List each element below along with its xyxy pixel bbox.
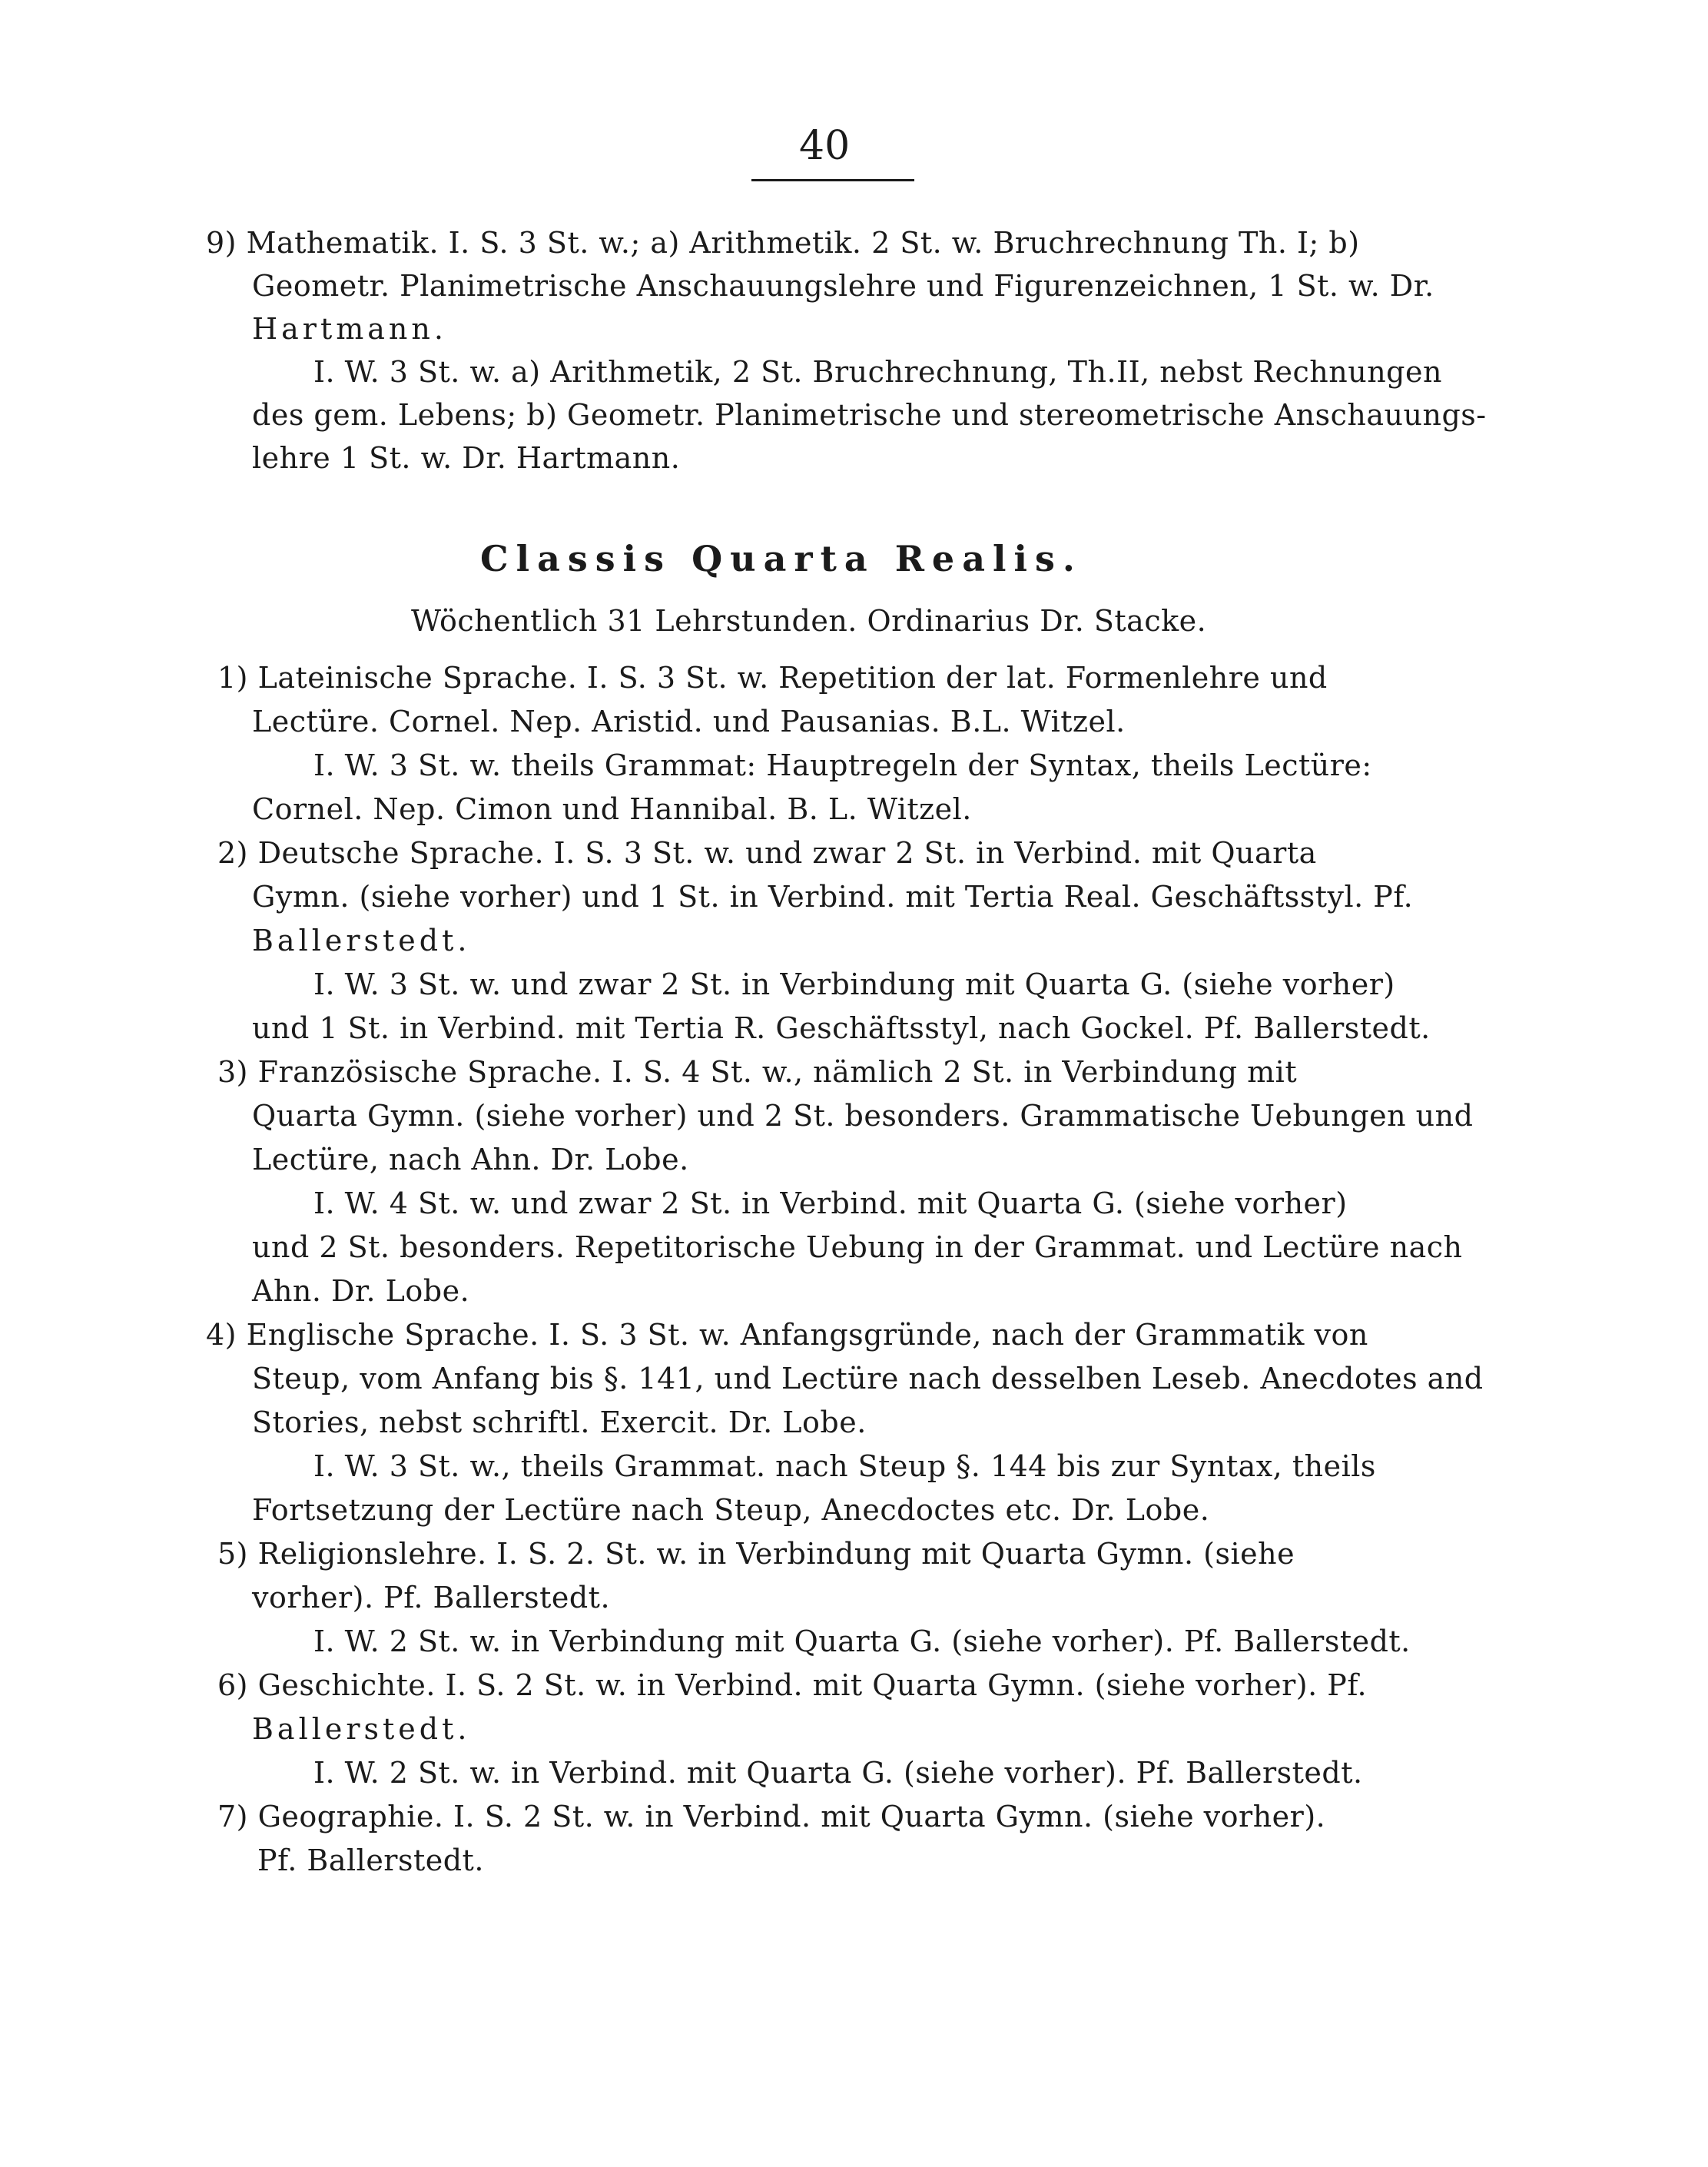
text-line: Steup, vom Anfang bis §. 141, und Lectüre nach desselben Leseb. Anecdotes and <box>252 1362 1484 1395</box>
text-line: I. W. 3 St. w. a) Arithmetik, 2 St. Bruchrechnung, Th.II, nebst Rechnungen <box>313 355 1442 389</box>
text-line: 9) Mathematik. I. S. 3 St. w.; a) Arithmetik. 2 St. w. Bruchrechnung Th. I; b) <box>206 226 1360 260</box>
text-line: I. W. 3 St. w., theils Grammat. nach Steup §. 144 bis zur Syntax, theils <box>313 1449 1376 1483</box>
text-line: und 1 St. in Verbind. mit Tertia R. Geschäftsstyl, nach Gockel. Pf. Ballerstedt. <box>252 1011 1431 1045</box>
text-line: Geometr. Planimetrische Anschauungslehre und Figurenzeichnen, 1 St. w. Dr. <box>252 269 1434 303</box>
text-line: 5) Religionslehre. I. S. 2. St. w. in Verbindung mit Quarta Gymn. (siehe <box>217 1537 1295 1571</box>
text-line: 1) Lateinische Sprache. I. S. 3 St. w. Repetition der lat. Formenlehre und <box>217 661 1328 695</box>
section-heading: Classis Quarta Realis. <box>480 538 1083 579</box>
text-line: Ballerstedt. <box>252 924 471 957</box>
text-line: 7) Geographie. I. S. 2 St. w. in Verbind. mit Quarta Gymn. (siehe vorher). <box>217 1800 1326 1833</box>
text-line: Ahn. Dr. Lobe. <box>252 1274 470 1308</box>
text-line: Stories, nebst schriftl. Exercit. Dr. Lobe. <box>252 1405 867 1439</box>
text-line: vorher). Pf. Ballerstedt. <box>252 1581 611 1614</box>
text-line: Quarta Gymn. (siehe vorher) und 2 St. besonders. Grammatische Uebungen und <box>252 1099 1474 1133</box>
text-line: I. W. 2 St. w. in Verbindung mit Quarta G. (siehe vorher). Pf. Ballerstedt. <box>313 1624 1411 1658</box>
text-line: 4) Englische Sprache. I. S. 3 St. w. Anfangsgründe, nach der Grammatik von <box>206 1318 1368 1352</box>
text-line: Lectüre. Cornel. Nep. Aristid. und Pausanias. B.L. Witzel. <box>252 705 1126 738</box>
text-line: I. W. 2 St. w. in Verbind. mit Quarta G. (siehe vorher). Pf. Ballerstedt. <box>313 1756 1363 1790</box>
text-line: Ballerstedt. <box>252 1712 471 1746</box>
text-line: I. W. 4 St. w. und zwar 2 St. in Verbind. mit Quarta G. (siehe vorher) <box>313 1186 1348 1220</box>
text-line: I. W. 3 St. w. und zwar 2 St. in Verbindung mit Quarta G. (siehe vorher) <box>313 967 1395 1001</box>
text-line: I. W. 3 St. w. theils Grammat: Hauptregeln der Syntax, theils Lectüre: <box>313 748 1372 782</box>
text-line: 3) Französische Sprache. I. S. 4 St. w., nämlich 2 St. in Verbindung mit <box>217 1055 1298 1089</box>
text-line: Hartmann. <box>252 312 447 346</box>
text-line: Pf. Ballerstedt. <box>257 1843 484 1877</box>
text-line: Wöchentlich 31 Lehrstunden. Ordinarius Dr. Stacke. <box>411 604 1207 638</box>
text-line: Gymn. (siehe vorher) und 1 St. in Verbind. mit Tertia Real. Geschäftsstyl. Pf. <box>252 880 1414 914</box>
text-line: und 2 St. besonders. Repetitorische Uebung in der Grammat. und Lectüre nach <box>252 1230 1463 1264</box>
text-line: Cornel. Nep. Cimon und Hannibal. B. L. Witzel. <box>252 792 972 826</box>
page-number: 40 <box>799 123 851 169</box>
text-line: Lectüre, nach Ahn. Dr. Lobe. <box>252 1143 689 1176</box>
text-line: Fortsetzung der Lectüre nach Steup, Anecdoctes etc. Dr. Lobe. <box>252 1493 1210 1527</box>
page-number-rule <box>751 179 914 181</box>
text-line: 6) Geschichte. I. S. 2 St. w. in Verbind. mit Quarta Gymn. (siehe vorher). Pf. <box>217 1668 1368 1702</box>
text-line: lehre 1 St. w. Dr. Hartmann. <box>252 441 681 475</box>
text-line: 2) Deutsche Sprache. I. S. 3 St. w. und zwar 2 St. in Verbind. mit Quarta <box>217 836 1317 870</box>
text-line: des gem. Lebens; b) Geometr. Planimetrische und stereometrische Anschauungs- <box>252 398 1487 432</box>
